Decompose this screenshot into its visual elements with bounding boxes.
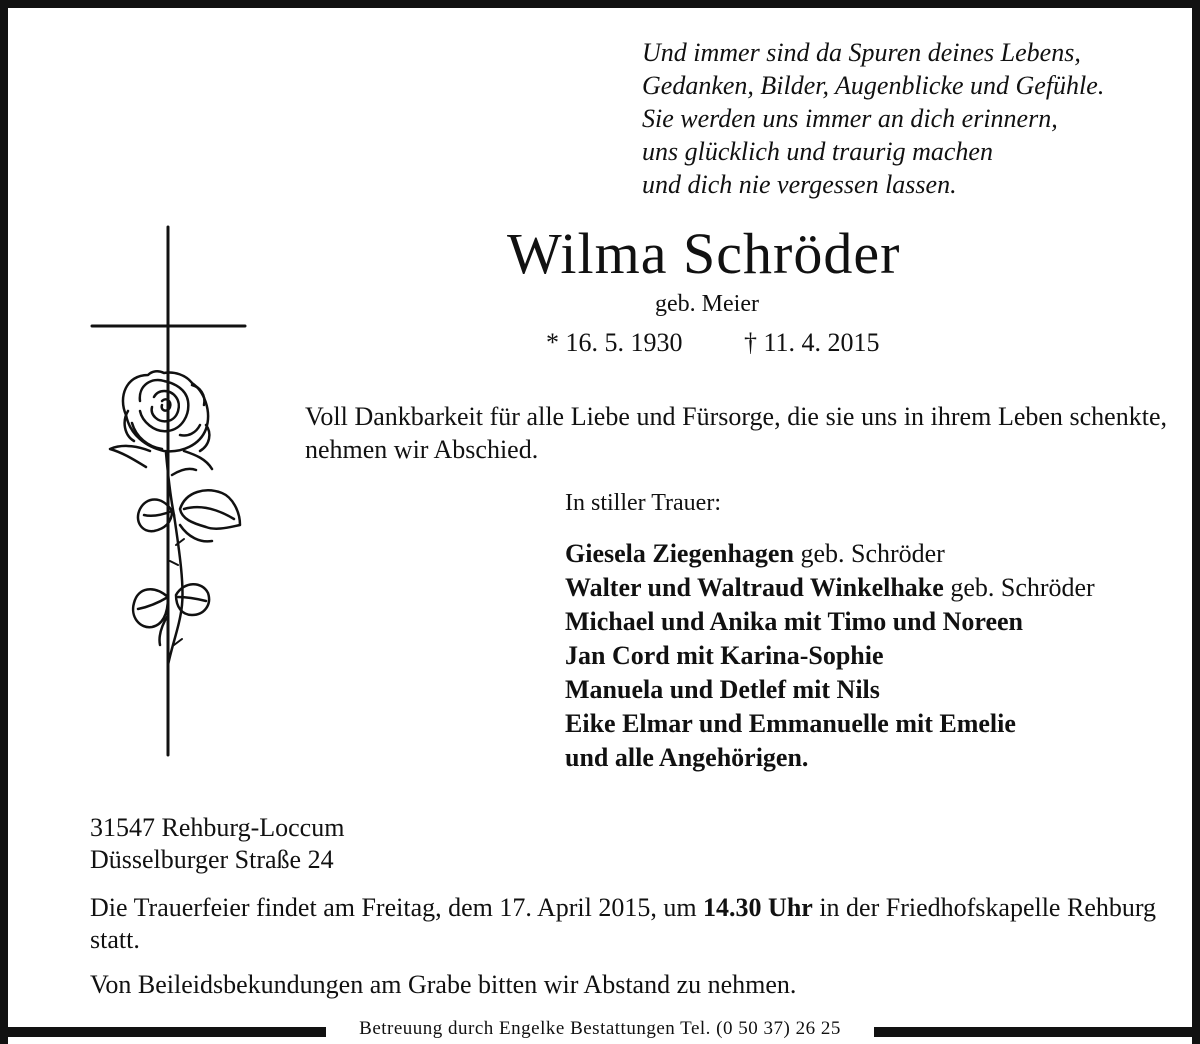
funeral-home-footer: Betreuung durch Engelke Bestattungen Tel. (0 50 37) 26 25	[359, 1018, 841, 1039]
address-street: Düsselburger Straße 24	[90, 845, 334, 874]
mourner-suffix: geb. Schröder	[943, 573, 1095, 602]
poem-line: und dich nie vergessen lassen.	[642, 170, 957, 199]
mourners-list	[565, 537, 1095, 775]
mourning-heading: In stiller Trauer:	[565, 490, 721, 516]
mourner-line	[565, 571, 1095, 605]
mourner-line	[565, 605, 1095, 639]
maiden-name: geb. Meier	[655, 291, 759, 317]
mourner-name: Jan Cord mit Karina-Sophie	[565, 641, 884, 670]
mourner-name: Michael und Anika mit Timo und Noreen	[565, 607, 1023, 636]
mourner-name: Manuela und Detlef mit Nils	[565, 675, 880, 704]
mourner-name: Walter und Waltraud Winkelhake	[565, 573, 944, 602]
mourner-line	[565, 537, 1095, 571]
ceremony-text-after: in der Friedhofskapelle Rehburg statt.	[90, 893, 1157, 954]
memorial-poem	[642, 36, 1182, 201]
footer-rule-right	[874, 1027, 1192, 1037]
mourner-name: Giesela Ziegenhagen	[565, 539, 794, 568]
mourner-name: Eike Elmar und Emmanuelle mit Emelie	[565, 709, 1016, 738]
poem-line: Sie werden uns immer an dich erinnern,	[642, 104, 1058, 133]
cross-with-rose-icon	[88, 225, 248, 765]
mourner-line	[565, 741, 1095, 775]
address-city: 31547 Rehburg-Loccum	[90, 813, 345, 842]
poem-line: Und immer sind da Spuren deines Lebens,	[642, 38, 1081, 67]
footer-rule-left	[8, 1027, 326, 1037]
mourner-line	[565, 673, 1095, 707]
thanks-paragraph: Voll Dankbarkeit für alle Liebe und Fürsorge, die sie uns in ihrem Leben schenkte, nehmen wir Abschied.	[305, 402, 1167, 464]
mourner-line	[565, 639, 1095, 673]
poem-line: uns glücklich und traurig machen	[642, 137, 993, 166]
deceased-name: Wilma Schröder	[507, 221, 901, 286]
mourner-suffix: geb. Schröder	[793, 539, 945, 568]
poem-line: Gedanken, Bilder, Augenblicke und Gefühle.	[642, 71, 1105, 100]
death-date: † 11. 4. 2015	[744, 328, 880, 357]
mourner-name: und alle Angehörigen.	[565, 743, 809, 772]
ceremony-paragraph	[90, 892, 1170, 956]
family-address	[90, 812, 344, 876]
mourner-line	[565, 707, 1095, 741]
birth-date: * 16. 5. 1930	[546, 328, 683, 357]
ceremony-time: 14.30 Uhr	[703, 893, 813, 922]
ceremony-text-before: Die Trauerfeier findet am Freitag, dem 17. April 2015, um	[90, 893, 704, 922]
condolence-note: Von Beileidsbekundungen am Grabe bitten wir Abstand zu nehmen.	[90, 970, 797, 999]
